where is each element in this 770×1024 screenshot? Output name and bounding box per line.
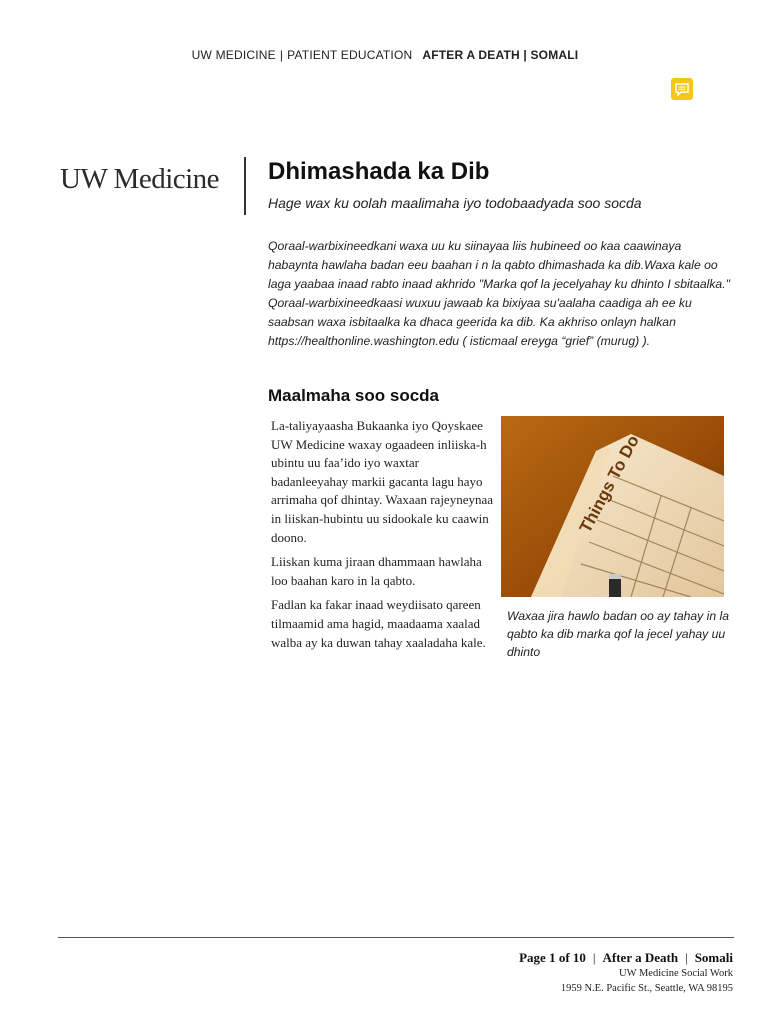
footer-language: Somali xyxy=(694,950,733,965)
footer-title: After a Death xyxy=(602,950,679,965)
comment-icon[interactable] xyxy=(671,78,693,100)
body-text xyxy=(271,417,493,658)
intro-paragraph: Qoraal-warbixineedkani waxa uu ku siinayaa liis hubineed oo kaa caawinaya habaynta hawlaha badan eeu baahan i n la qabto dhimashada ka dib.Waxa kale oo laga yaabaa inaad rabto inaad akhrido "Marka qof la jecelyahay ku dhinto I sbitaalka." Qoraal-warbixineedkaasi wuxuu jawaab ka bixiyaa su'aalaha caadiga ah ee ku saabsan waxa isbitaalka ka dhaca geerida ka dib. Ka akhriso onlayn halkan https://healthonline.washington.edu ( isticmaal ereyga “grief” (murug) ). xyxy=(268,239,730,348)
body-paragraph: Liiskan kuma jiraan dhammaan hawlaha loo baahan karo in la qabto. xyxy=(271,554,482,588)
footer-divider xyxy=(58,937,734,938)
footer-separator: | xyxy=(592,950,596,965)
things-to-do-photo xyxy=(501,416,724,597)
footer-line xyxy=(519,950,733,966)
footer-org: UW Medicine Social Work xyxy=(619,968,733,979)
header-doc-label: AFTER A DEATH | SOMALI xyxy=(422,48,579,62)
footer-address: 1959 N.E. Pacific St., Seattle, WA 98195 xyxy=(560,983,733,994)
page-subtitle: Hage wax ku oolah maalimaha iyo todobaadyada soo socda xyxy=(268,195,642,211)
uw-medicine-logo: UW Medicine xyxy=(60,163,220,195)
header-section: PATIENT EDUCATION xyxy=(287,48,413,62)
body-paragraph: Fadlan ka fakar inaad weydiisato qareen tilmaamid ama hagid, maadaama xaalad walba ay ka duwan tahay xaaladaha kale. xyxy=(271,597,486,650)
body-paragraph: La-taliyayaasha Bukaanka iyo Qoyskaee UW Medicine waxay ogaadeen inliiska-h ubintu uu faa’ido iyo waxtar badanleeyahay markii gacanta lagu hayo arrimaha qof dhintay. Waxaan rajeyneynaa in liiskan-hubintu uu sidookale ku caawin doono. xyxy=(271,418,494,545)
section-heading: Maalmaha soo socda xyxy=(268,386,440,405)
photo-label: Things To Do xyxy=(575,432,643,536)
header-separator: | xyxy=(279,48,284,62)
page-number: Page 1 of 10 xyxy=(519,950,586,965)
photo-caption: Waxaa jira hawlo badan oo ay tahay in la qabto ka dib marka qof la jecel yahay uu dhinto xyxy=(507,609,729,659)
footer-separator: | xyxy=(685,950,688,965)
page-title: Dhimashada ka Dib xyxy=(268,158,490,185)
header-org: UW MEDICINE xyxy=(191,48,276,62)
page-header xyxy=(0,48,770,62)
logo-divider xyxy=(244,157,246,215)
